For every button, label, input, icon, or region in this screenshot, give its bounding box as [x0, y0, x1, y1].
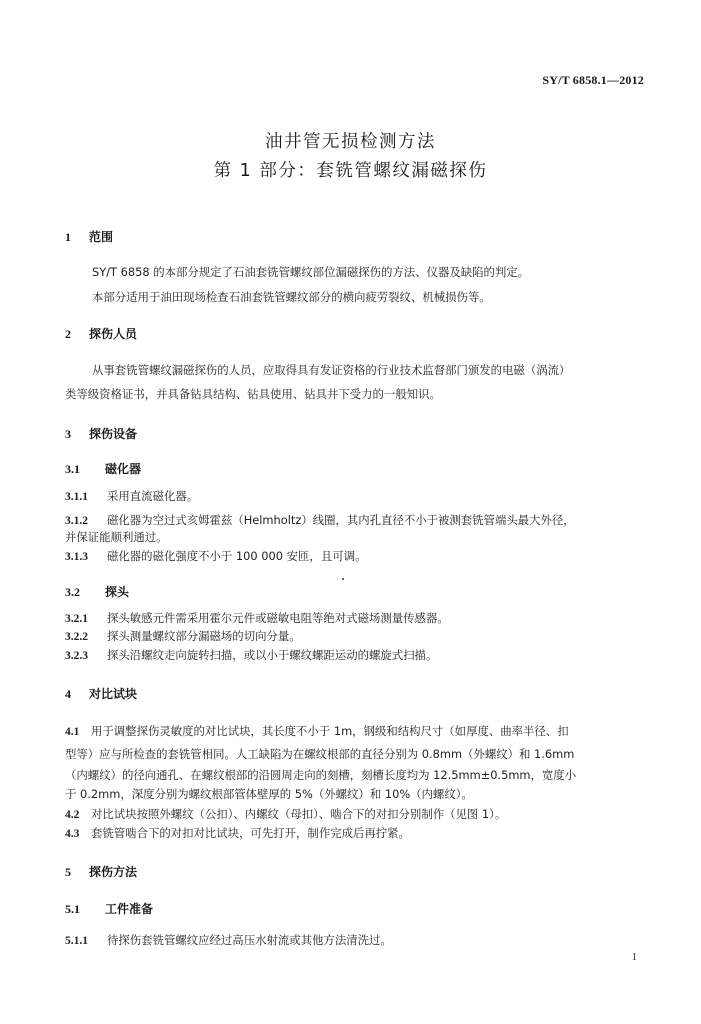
section-4-heading	[65, 685, 137, 702]
clause-continuation: 并保证能顺利通过。	[65, 530, 168, 544]
clause-number: 3.1.3	[65, 551, 88, 563]
clause-text: 对比试块按照外螺纹（公扣）、内螺纹（母扣）、啮合下的对扣分别制作（见图 1）。	[91, 807, 507, 821]
clause-continuation: 于 0.2mm，深度分别为螺纹根部管体壁厚的 5%（外螺纹）和 10%（内螺纹）。	[65, 787, 473, 801]
clause-number: 4.1	[65, 726, 80, 738]
clause-number: 3.1.1	[65, 491, 88, 503]
section-title: 范围	[89, 230, 114, 244]
section-title: 探伤设备	[89, 427, 138, 441]
clause-3-2-2	[65, 628, 301, 644]
standard-code: SY/T 6858.1—2012	[542, 73, 644, 87]
clause-text: 磁化器为空过式亥姆霍兹（Helmholtz）线圈，其内孔直径不小于被测套铣管端头最大外径，	[107, 513, 575, 527]
section-5-heading	[65, 863, 137, 880]
section-title: 探伤人员	[89, 327, 138, 341]
clause-3-1-1	[65, 488, 198, 504]
clause-continuation: （内螺纹）的径向通孔、在螺纹根部的沿圆周走向的刻槽，刻槽长度均为 12.5mm±0.5mm，宽度小	[65, 768, 577, 782]
section-number: 2	[65, 327, 71, 341]
section-number: 1	[65, 230, 71, 244]
section-3-2-heading	[65, 583, 129, 600]
clause-number: 4.2	[65, 809, 80, 821]
section-title: 对比试块	[89, 687, 138, 701]
section-3-1-heading	[65, 460, 141, 477]
clause-text: 探头测量螺纹部分漏磁场的切向分量。	[107, 629, 301, 643]
paragraph: 从事套铣管螺纹漏磁探伤的人员，应取得具有发证资格的行业技术监督部门颁发的电磁（涡流）	[92, 363, 571, 377]
clause-number: 3.2.2	[65, 631, 88, 643]
document-title: 油井管无损检测方法	[265, 132, 436, 152]
section-number: 5	[65, 865, 71, 879]
clause-4-2	[65, 806, 506, 822]
section-title: 探伤方法	[89, 865, 138, 879]
clause-text: 探头敏感元件需采用霍尔元件或磁敏电阻等绝对式磁场测量传感器。	[107, 611, 449, 625]
section-5-1-heading	[65, 900, 153, 917]
section-number: 3.1	[65, 462, 80, 476]
clause-number: 4.3	[65, 828, 80, 840]
section-title: 探头	[105, 585, 130, 599]
clause-number: 3.1.2	[65, 515, 88, 527]
page-number: 1	[631, 951, 637, 963]
section-number: 5.1	[65, 902, 80, 916]
section-title: 工件准备	[105, 902, 154, 916]
clause-text: 探头沿螺纹走向旋转扫描，或以小于螺纹螺距运动的螺旋式扫描。	[107, 648, 438, 662]
clause-3-1-3	[65, 548, 366, 564]
clause-number: 3.2.1	[65, 613, 88, 625]
clause-3-1-2	[65, 512, 575, 528]
clause-number: 5.1.1	[65, 935, 88, 947]
section-2-heading	[65, 325, 137, 342]
paragraph: 本部分适用于油田现场检查石油套铣管螺纹部分的横向疲劳裂纹、机械损伤等。	[92, 290, 491, 304]
clause-5-1-1	[65, 932, 392, 948]
section-number: 3	[65, 427, 71, 441]
clause-number: 3.2.3	[65, 650, 88, 662]
document-subtitle: 第 1 部分：套铣管螺纹漏磁探伤	[213, 161, 488, 181]
clause-text: 用于调整探伤灵敏度的对比试块，其长度不小于 1m，钢级和结构尺寸（如厚度、曲率半径、扣	[91, 724, 569, 738]
clause-4-3	[65, 825, 410, 841]
clause-continuation: 型等）应与所检查的套铣管相同。人工缺陷为在螺纹根部的直径分别为 0.8mm（外螺纹）和 1.6mm	[65, 747, 575, 761]
section-1-heading	[65, 228, 113, 245]
section-number: 3.2	[65, 585, 80, 599]
section-title: 磁化器	[105, 462, 142, 476]
clause-4-1	[65, 723, 569, 739]
section-3-heading	[65, 425, 137, 442]
clause-text: 采用直流磁化器。	[107, 489, 199, 503]
clause-text: 磁化器的磁化强度不小于 100 000 安匝，且可调。	[107, 549, 367, 563]
paragraph: SY/T 6858 的本部分规定了石油套铣管螺纹部位漏磁探伤的方法、仪器及缺陷的判定。	[92, 265, 530, 279]
paragraph: 类等级资格证书，并具备钻具结构、钻具使用、钻具井下受力的一般知识。	[65, 387, 441, 401]
section-number: 4	[65, 687, 71, 701]
clause-text: 套铣管啮合下的对扣对比试块，可先打开，制作完成后再拧紧。	[91, 826, 410, 840]
clause-text: 待探伤套铣管螺纹应经过高压水射流或其他方法清洗过。	[107, 933, 392, 947]
stray-mark	[342, 578, 344, 580]
clause-3-2-3	[65, 647, 437, 663]
clause-3-2-1	[65, 610, 449, 626]
